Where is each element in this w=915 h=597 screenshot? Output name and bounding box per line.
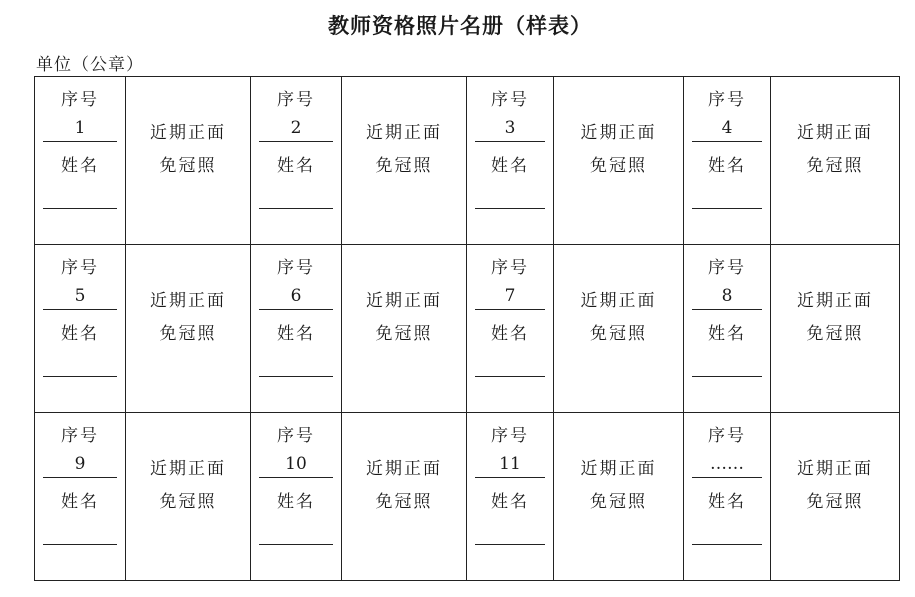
photo-label-line1: 近期正面 xyxy=(150,459,226,479)
seq-label: 序号 xyxy=(277,90,315,110)
seq-label: 序号 xyxy=(277,258,315,278)
seq-underline xyxy=(692,477,762,478)
roster-row xyxy=(35,245,900,413)
name-label: 姓名 xyxy=(277,492,315,512)
photo-cell xyxy=(554,77,684,245)
seq-number: 3 xyxy=(504,118,516,138)
seq-label: 序号 xyxy=(708,426,746,446)
photo-label-line2: 免冠照 xyxy=(590,156,647,176)
photo-label-line1: 近期正面 xyxy=(797,291,873,311)
photo-label-line2: 免冠照 xyxy=(159,324,217,344)
photo-cell xyxy=(554,245,684,413)
entry-info-cell xyxy=(251,245,342,413)
entry-info-cell xyxy=(684,245,771,413)
seq-number: 2 xyxy=(290,118,302,138)
photo-placeholder xyxy=(771,77,899,244)
name-underline xyxy=(43,376,117,377)
entry-info xyxy=(35,245,125,412)
name-underline xyxy=(692,208,762,209)
seq-label: 序号 xyxy=(277,426,315,446)
seq-number: 6 xyxy=(290,286,302,306)
photo-cell xyxy=(126,77,251,245)
photo-cell xyxy=(342,77,467,245)
entry-info-cell xyxy=(35,413,126,581)
seq-number: 5 xyxy=(74,286,86,306)
photo-label-line1: 近期正面 xyxy=(366,459,442,479)
entry-info xyxy=(684,245,770,412)
seq-label: 序号 xyxy=(491,426,529,446)
entry-info-cell xyxy=(467,413,554,581)
name-label: 姓名 xyxy=(277,324,315,344)
photo-label-line2: 免冠照 xyxy=(375,156,433,176)
roster-row xyxy=(35,77,900,245)
photo-placeholder xyxy=(554,413,683,580)
name-underline xyxy=(43,208,117,209)
photo-placeholder xyxy=(342,413,466,580)
photo-label-line1: 近期正面 xyxy=(797,123,873,143)
photo-label-line2: 免冠照 xyxy=(806,324,864,344)
entry-info-cell xyxy=(35,77,126,245)
photo-placeholder xyxy=(771,245,899,412)
seq-number: 11 xyxy=(499,454,521,474)
photo-placeholder xyxy=(126,413,250,580)
seq-number: 9 xyxy=(74,454,86,474)
photo-placeholder xyxy=(554,77,683,244)
seq-number: 1 xyxy=(74,118,86,138)
name-underline xyxy=(475,544,545,545)
photo-label-line1: 近期正面 xyxy=(150,291,226,311)
seq-underline xyxy=(475,141,545,142)
photo-label-line2: 免冠照 xyxy=(375,324,433,344)
form-title: 教师资格照片名册（样表） xyxy=(328,14,592,38)
name-underline xyxy=(692,544,762,545)
seq-underline xyxy=(475,477,545,478)
photo-cell xyxy=(126,245,251,413)
photo-placeholder xyxy=(342,245,466,412)
photo-placeholder xyxy=(126,245,250,412)
photo-label-line1: 近期正面 xyxy=(366,123,442,143)
name-label: 姓名 xyxy=(277,156,315,176)
photo-label-line2: 免冠照 xyxy=(590,324,647,344)
photo-placeholder xyxy=(771,413,899,580)
name-label: 姓名 xyxy=(61,492,99,512)
name-label: 姓名 xyxy=(491,324,529,344)
name-label: 姓名 xyxy=(491,156,529,176)
name-label: 姓名 xyxy=(61,156,99,176)
photo-label-line1: 近期正面 xyxy=(797,459,873,479)
photo-label-line2: 免冠照 xyxy=(159,156,217,176)
photo-cell xyxy=(554,413,684,581)
photo-label-line2: 免冠照 xyxy=(375,492,433,512)
name-label: 姓名 xyxy=(708,492,746,512)
seq-label: 序号 xyxy=(708,90,746,110)
photo-label-line2: 免冠照 xyxy=(159,492,217,512)
photo-placeholder xyxy=(554,245,683,412)
name-underline xyxy=(475,376,545,377)
entry-info-cell xyxy=(684,413,771,581)
seq-underline xyxy=(475,309,545,310)
entry-info xyxy=(251,77,341,244)
seq-number: 4 xyxy=(721,118,733,138)
photo-placeholder xyxy=(126,77,250,244)
seq-label: 序号 xyxy=(491,258,529,278)
entry-info xyxy=(251,413,341,580)
photo-label-line1: 近期正面 xyxy=(150,123,226,143)
name-label: 姓名 xyxy=(708,156,746,176)
entry-info-cell xyxy=(251,77,342,245)
seq-label: 序号 xyxy=(708,258,746,278)
photo-roster-table xyxy=(34,76,900,581)
entry-info-cell xyxy=(684,77,771,245)
seq-underline xyxy=(43,141,117,142)
photo-label-line2: 免冠照 xyxy=(806,156,864,176)
photo-cell xyxy=(771,77,900,245)
entry-info xyxy=(35,77,125,244)
photo-placeholder xyxy=(342,77,466,244)
unit-seal-label: 单位（公章） xyxy=(36,55,144,75)
entry-info xyxy=(467,245,553,412)
seq-number: 10 xyxy=(285,454,307,474)
entry-info xyxy=(467,413,553,580)
photo-cell xyxy=(342,245,467,413)
photo-label-line1: 近期正面 xyxy=(366,291,442,311)
name-underline xyxy=(259,208,333,209)
entry-info xyxy=(684,77,770,244)
roster-row xyxy=(35,413,900,581)
seq-number: …… xyxy=(710,454,744,474)
seq-underline xyxy=(259,477,333,478)
seq-label: 序号 xyxy=(61,90,99,110)
name-underline xyxy=(259,376,333,377)
name-underline xyxy=(692,376,762,377)
name-underline xyxy=(43,544,117,545)
entry-info-cell xyxy=(467,77,554,245)
entry-info xyxy=(684,413,770,580)
photo-cell xyxy=(771,413,900,581)
seq-label: 序号 xyxy=(61,426,99,446)
seq-label: 序号 xyxy=(491,90,529,110)
name-underline xyxy=(259,544,333,545)
seq-underline xyxy=(259,309,333,310)
photo-label-line1: 近期正面 xyxy=(580,459,657,479)
photo-label-line1: 近期正面 xyxy=(580,123,657,143)
seq-underline xyxy=(43,477,117,478)
entry-info-cell xyxy=(251,413,342,581)
seq-number: 8 xyxy=(721,286,733,306)
name-label: 姓名 xyxy=(491,492,529,512)
name-underline xyxy=(475,208,545,209)
photo-label-line2: 免冠照 xyxy=(806,492,864,512)
seq-underline xyxy=(692,141,762,142)
seq-label: 序号 xyxy=(61,258,99,278)
entry-info xyxy=(35,413,125,580)
entry-info-cell xyxy=(467,245,554,413)
seq-underline xyxy=(259,141,333,142)
name-label: 姓名 xyxy=(708,324,746,344)
photo-cell xyxy=(342,413,467,581)
seq-underline xyxy=(43,309,117,310)
photo-label-line2: 免冠照 xyxy=(590,492,647,512)
name-label: 姓名 xyxy=(61,324,99,344)
seq-underline xyxy=(692,309,762,310)
entry-info xyxy=(467,77,553,244)
entry-info xyxy=(251,245,341,412)
photo-cell xyxy=(771,245,900,413)
photo-label-line1: 近期正面 xyxy=(580,291,657,311)
seq-number: 7 xyxy=(504,286,516,306)
photo-cell xyxy=(126,413,251,581)
entry-info-cell xyxy=(35,245,126,413)
